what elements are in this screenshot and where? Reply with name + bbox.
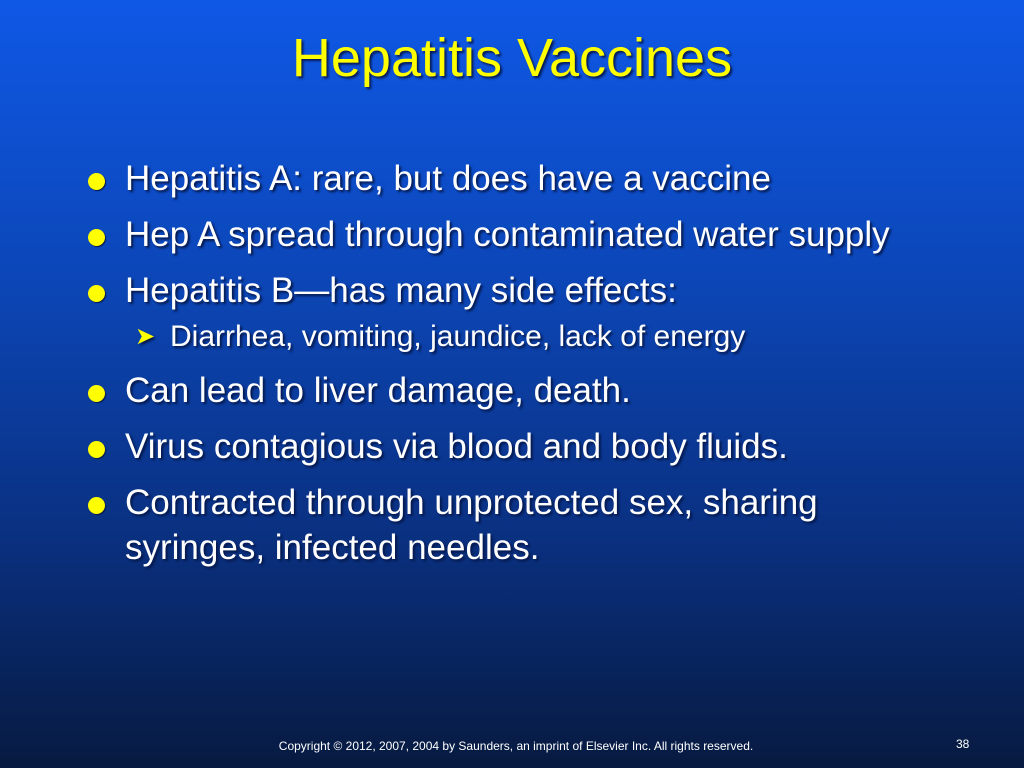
bullet-item [85,480,965,570]
bullet-text: Hepatitis B—has many side effects: [125,271,677,310]
bullet-dot-icon [88,285,105,302]
bullet-text: Virus contagious via blood and body fluids. [125,427,788,466]
bullet-item [85,368,965,413]
bullet-item [85,424,965,469]
bullet-list [85,156,965,581]
page-number: 38 [956,737,970,751]
bullet-item [85,156,965,201]
bullet-dot-icon [88,385,105,402]
slide-title: Hepatitis Vaccines [291,28,733,88]
arrowhead-icon: ➤ [135,323,156,350]
bullet-dot-icon [88,441,105,458]
bullet-dot-icon [88,173,105,190]
bullet-text: Contracted through unprotected sex, sharing syringes, infected needles. [125,483,818,567]
bullet-text: Hepatitis A: rare, but does have a vaccine [125,159,771,198]
bullet-dot-icon [88,229,105,246]
copyright-footer: Copyright © 2012, 2007, 2004 by Saunders, an imprint of Elsevier Inc. All rights reserved. [278,739,754,753]
sub-bullet-item [85,318,965,356]
bullet-text: Hep A spread through contaminated water supply [125,215,890,254]
bullet-text: Can lead to liver damage, death. [125,371,631,410]
bullet-dot-icon [88,497,105,514]
sub-bullet-text: Diarrhea, vomiting, jaundice, lack of energy [170,320,746,353]
bullet-item [85,212,965,257]
bullet-item [85,268,965,313]
